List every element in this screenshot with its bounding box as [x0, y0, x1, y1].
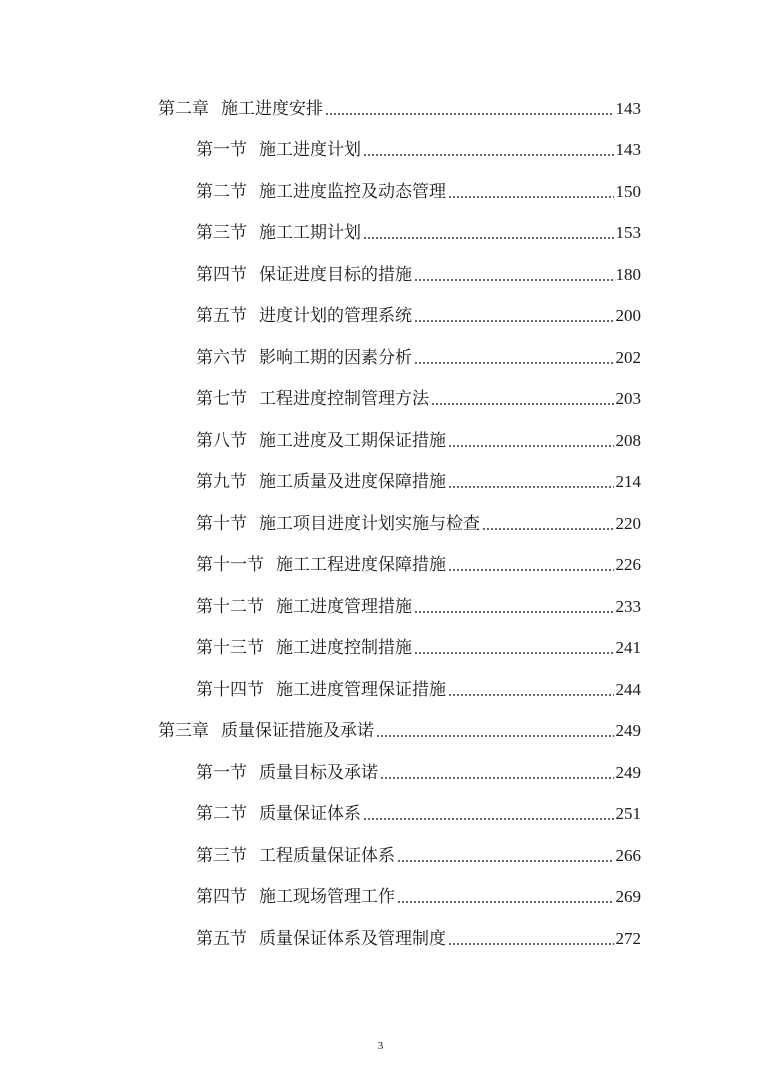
toc-entry-title: 影响工期的因素分析 [259, 347, 412, 368]
toc-entry-title: 施工项目进度计划实施与检查 [259, 513, 480, 534]
toc-entry-number: 第八节 [196, 430, 247, 451]
dot-leader [363, 225, 614, 239]
toc-entry-number: 第十节 [196, 513, 247, 534]
toc-entry-title: 施工进度控制措施 [276, 638, 412, 659]
toc-entry-page: 249 [615, 721, 641, 741]
toc-section-entry[interactable] [0, 171, 761, 213]
toc-entry-title: 进度计划的管理系统 [259, 306, 412, 327]
toc-entry-line [196, 472, 641, 492]
toc-entry-page: 143 [615, 140, 641, 160]
toc-entry-title: 施工进度管理保证措施 [276, 679, 446, 700]
toc-entry-number: 第一节 [196, 140, 247, 161]
toc-entry-page: 200 [615, 306, 641, 326]
toc-entry-page: 180 [615, 264, 641, 284]
toc-section-entry[interactable] [0, 462, 761, 504]
toc-entry-page: 244 [615, 679, 641, 699]
toc-entry-page: 202 [615, 347, 641, 367]
toc-entry-line [196, 555, 641, 575]
toc-entry-page: 226 [615, 555, 641, 575]
toc-entry-page: 241 [615, 638, 641, 658]
table-of-contents [0, 88, 761, 960]
toc-entry-number: 第二节 [196, 804, 247, 825]
toc-entry-title: 质量保证体系 [259, 804, 361, 825]
toc-entry-line [196, 763, 641, 783]
toc-entry-title: 工程质量保证体系 [259, 845, 395, 866]
toc-section-entry[interactable] [0, 296, 761, 338]
toc-entry-number: 第三章 [158, 721, 209, 742]
toc-entry-page: 214 [615, 472, 641, 492]
toc-entry-page: 272 [615, 928, 641, 948]
toc-entry-line [196, 597, 641, 617]
toc-entry-line [196, 846, 641, 866]
dot-leader [325, 101, 614, 115]
toc-entry-title: 质量目标及承诺 [259, 762, 378, 783]
dot-leader [482, 516, 614, 530]
toc-section-entry[interactable] [0, 130, 761, 172]
toc-entry-title: 施工进度监控及动态管理 [259, 181, 446, 202]
toc-entry-page: 208 [615, 430, 641, 450]
toc-entry-number: 第九节 [196, 472, 247, 493]
toc-entry-line [196, 514, 641, 534]
toc-entry-number: 第十一节 [196, 555, 264, 576]
dot-leader [376, 723, 614, 737]
toc-entry-line [196, 887, 641, 907]
dot-leader [397, 889, 614, 903]
toc-entry-number: 第十四节 [196, 679, 264, 700]
toc-section-entry[interactable] [0, 794, 761, 836]
toc-entry-title: 施工进度管理措施 [276, 596, 412, 617]
toc-entry-line [196, 638, 641, 658]
dot-leader [448, 682, 614, 696]
toc-entry-title: 保证进度目标的措施 [259, 264, 412, 285]
toc-section-entry[interactable] [0, 379, 761, 421]
toc-entry-number: 第六节 [196, 347, 247, 368]
dot-leader [448, 184, 614, 198]
toc-entry-page: 269 [615, 887, 641, 907]
toc-entry-page: 249 [615, 762, 641, 782]
dot-leader [397, 848, 614, 862]
toc-section-entry[interactable] [0, 669, 761, 711]
toc-entry-page: 143 [615, 98, 641, 118]
toc-entry-line [196, 431, 641, 451]
toc-section-entry[interactable] [0, 918, 761, 960]
dot-leader [431, 391, 614, 405]
toc-entry-number: 第二章 [158, 98, 209, 119]
dot-leader [414, 308, 614, 322]
toc-entry-title: 质量保证措施及承诺 [221, 721, 374, 742]
dot-leader [448, 557, 614, 571]
toc-section-entry[interactable] [0, 420, 761, 462]
toc-section-entry[interactable] [0, 752, 761, 794]
toc-entry-number: 第三节 [196, 223, 247, 244]
toc-entry-line [196, 140, 641, 160]
toc-section-entry[interactable] [0, 503, 761, 545]
toc-section-entry[interactable] [0, 337, 761, 379]
dot-leader [363, 806, 614, 820]
toc-section-entry[interactable] [0, 628, 761, 670]
dot-leader [363, 142, 614, 156]
toc-entry-line [196, 389, 641, 409]
dot-leader [380, 765, 614, 779]
toc-entry-number: 第十三节 [196, 638, 264, 659]
toc-entry-title: 施工进度及工期保证措施 [259, 430, 446, 451]
toc-section-entry[interactable] [0, 835, 761, 877]
toc-entry-line [196, 265, 641, 285]
toc-entry-number: 第五节 [196, 306, 247, 327]
toc-entry-title: 施工进度计划 [259, 140, 361, 161]
toc-section-entry[interactable] [0, 877, 761, 919]
page-number: 3 [377, 1040, 384, 1052]
toc-entry-line [158, 99, 641, 119]
toc-entry-line [196, 223, 641, 243]
toc-entry-line [196, 804, 641, 824]
toc-entry-line [196, 929, 641, 949]
toc-chapter-entry[interactable] [0, 711, 761, 753]
toc-entry-page: 150 [615, 181, 641, 201]
dot-leader [414, 267, 614, 281]
toc-entry-number: 第四节 [196, 887, 247, 908]
toc-chapter-entry[interactable] [0, 88, 761, 130]
toc-entry-line [196, 182, 641, 202]
toc-entry-page: 266 [615, 845, 641, 865]
toc-entry-number: 第二节 [196, 181, 247, 202]
toc-entry-number: 第三节 [196, 845, 247, 866]
toc-section-entry[interactable] [0, 254, 761, 296]
toc-entry-title: 施工质量及进度保障措施 [259, 472, 446, 493]
dot-leader [414, 350, 614, 364]
dot-leader [414, 640, 614, 654]
dot-leader [448, 433, 614, 447]
toc-entry-number: 第四节 [196, 264, 247, 285]
toc-entry-number: 第十二节 [196, 596, 264, 617]
toc-entry-page: 233 [615, 596, 641, 616]
toc-entry-line [196, 306, 641, 326]
toc-section-entry[interactable] [0, 213, 761, 255]
toc-entry-page: 251 [615, 804, 641, 824]
toc-entry-page: 153 [615, 223, 641, 243]
toc-entry-title: 施工工期计划 [259, 223, 361, 244]
toc-entry-page: 203 [615, 389, 641, 409]
dot-leader [448, 474, 614, 488]
toc-entry-title: 施工工程进度保障措施 [276, 555, 446, 576]
dot-leader [448, 931, 614, 945]
toc-entry-number: 第五节 [196, 928, 247, 949]
toc-entry-page: 220 [615, 513, 641, 533]
toc-entry-title: 施工现场管理工作 [259, 887, 395, 908]
toc-entry-title: 质量保证体系及管理制度 [259, 928, 446, 949]
toc-entry-number: 第一节 [196, 762, 247, 783]
toc-section-entry[interactable] [0, 586, 761, 628]
toc-entry-number: 第七节 [196, 389, 247, 410]
dot-leader [414, 599, 614, 613]
toc-entry-line [158, 721, 641, 741]
toc-entry-line [196, 680, 641, 700]
toc-entry-title: 工程进度控制管理方法 [259, 389, 429, 410]
toc-entry-title: 施工进度安排 [221, 98, 323, 119]
toc-entry-line [196, 348, 641, 368]
toc-section-entry[interactable] [0, 545, 761, 587]
